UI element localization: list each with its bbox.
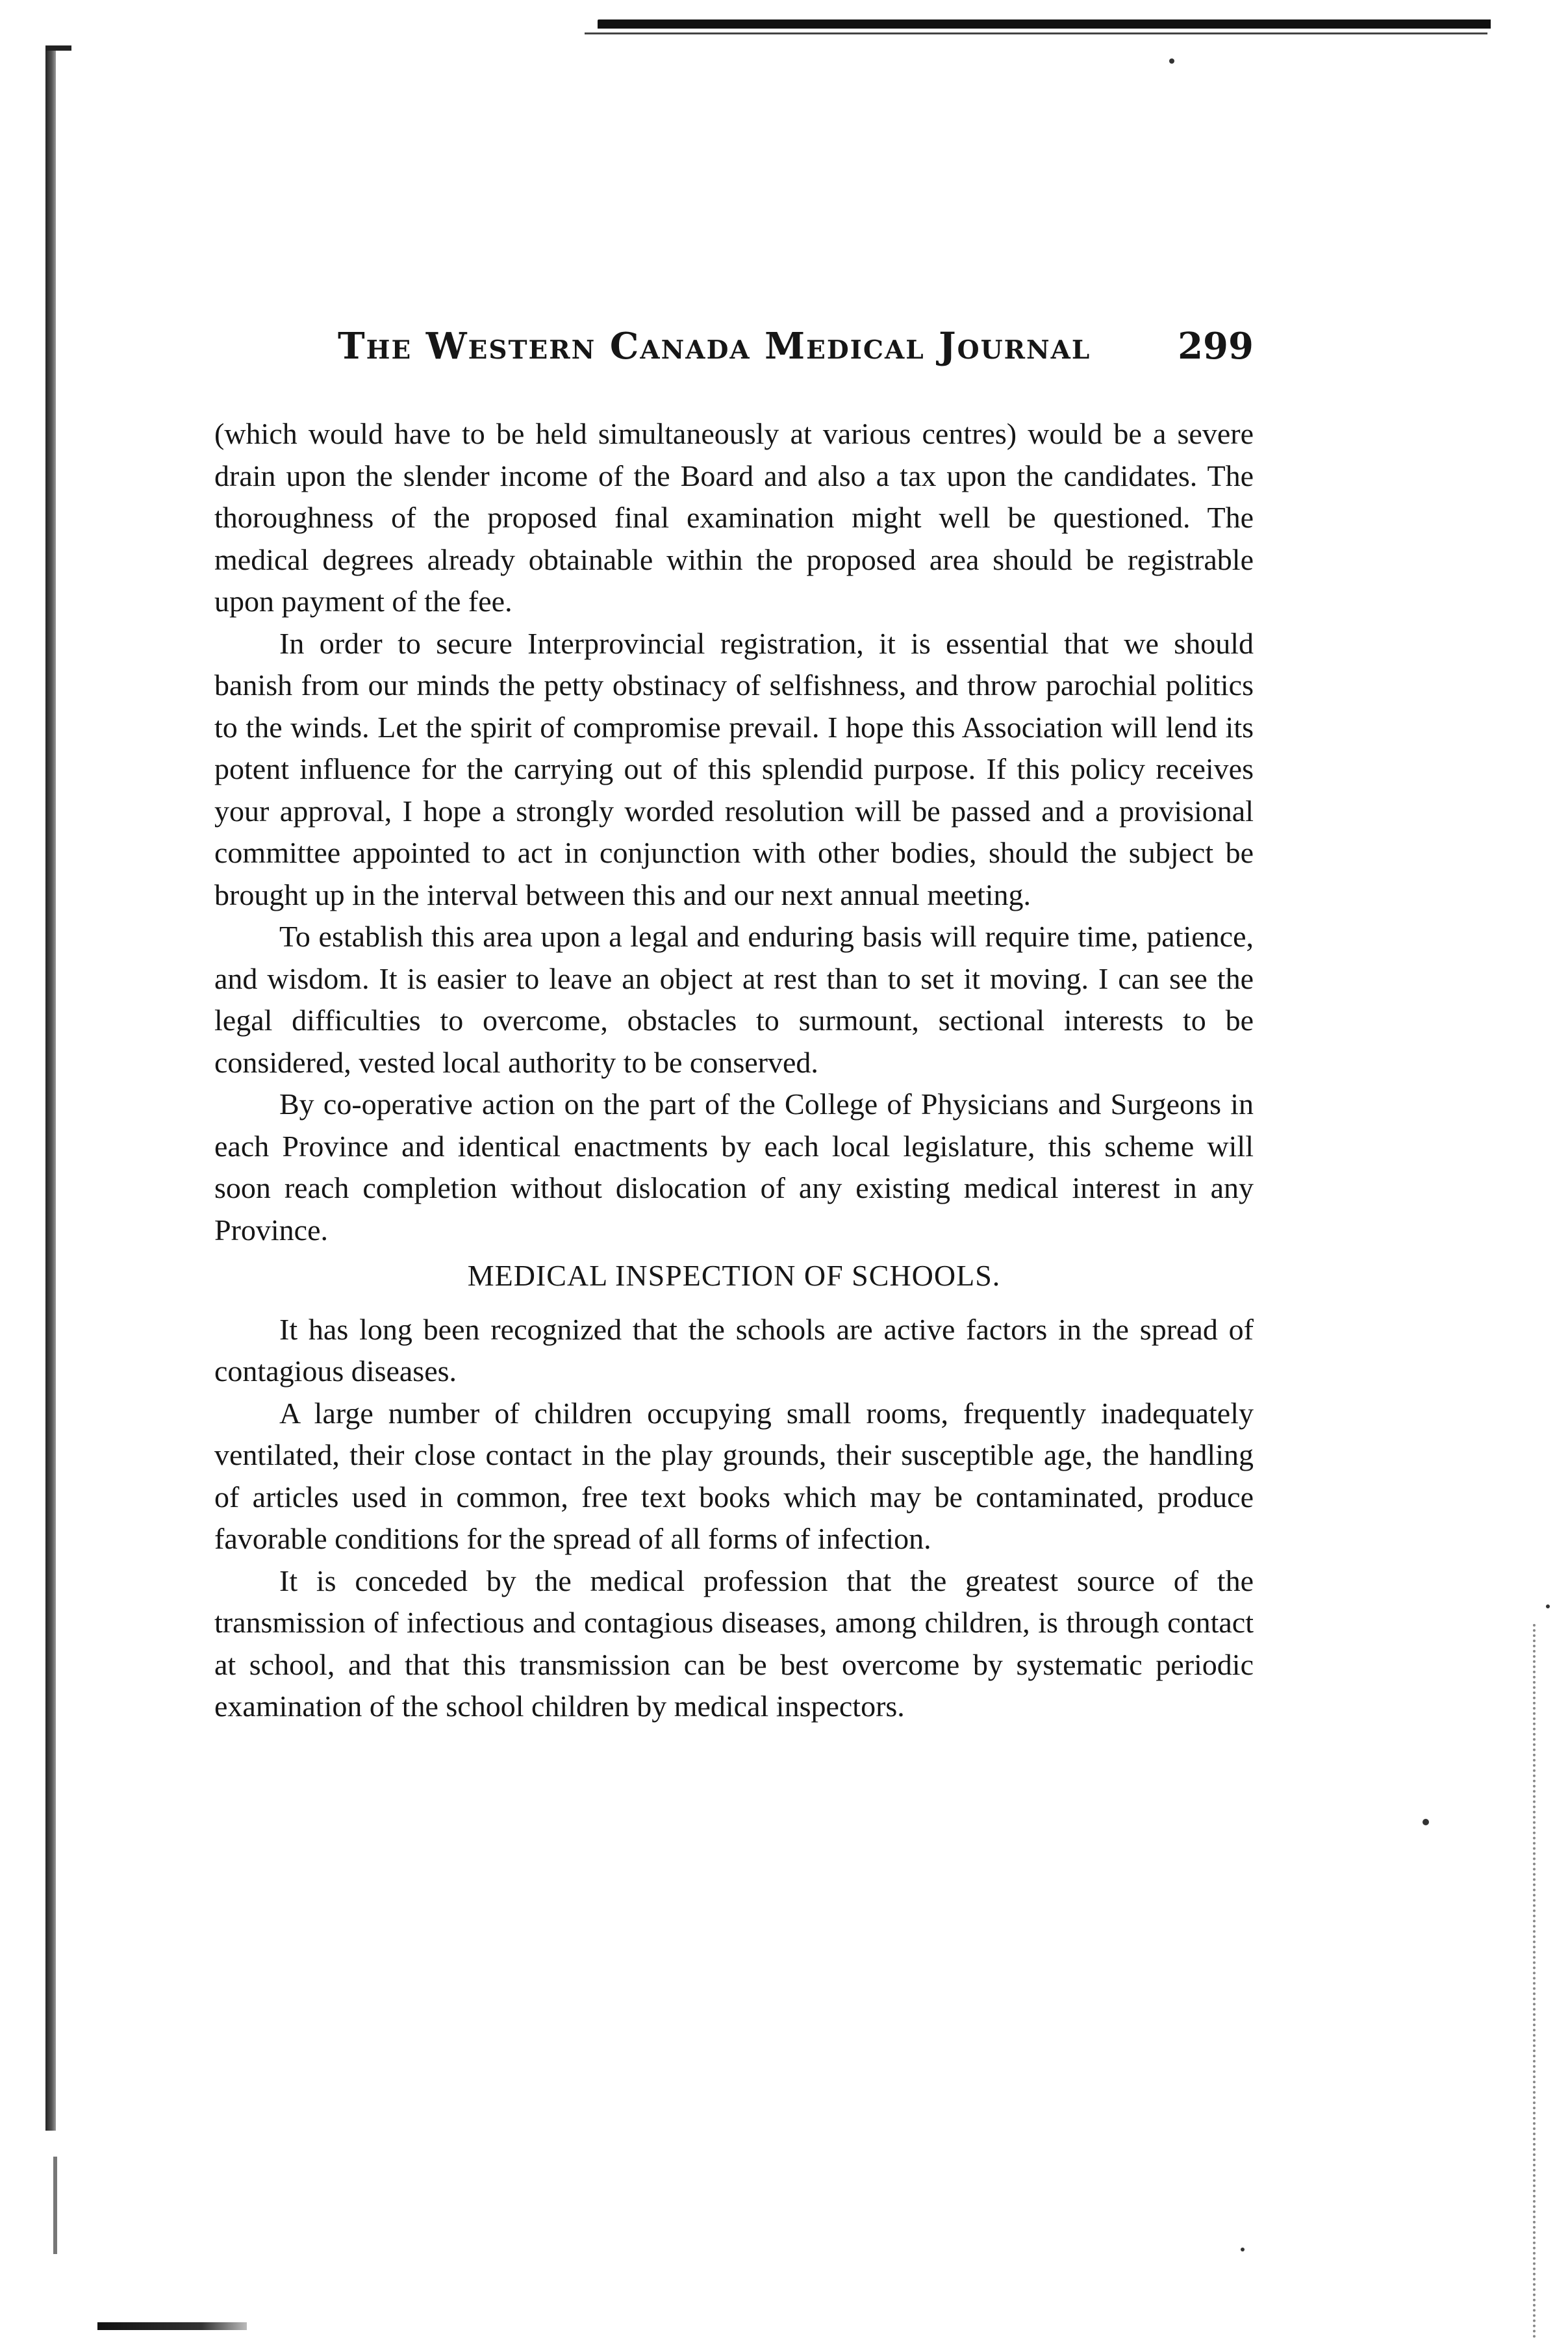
top-rule-shadow bbox=[585, 32, 1487, 34]
paragraph: To establish this area upon a legal and enduring basis will require time, patience, and wisdom. It is easier to leave an object at rest than to set it moving. I can see the legal difficulties to overcome, obstacles to surmount, sectional interests to be considered, vested local authority to be conserved. bbox=[214, 920, 1254, 1079]
binding-edge-tick bbox=[45, 45, 71, 51]
article-body bbox=[214, 413, 1254, 1728]
binding-edge-fragment bbox=[53, 2157, 57, 2254]
bottom-edge-scrap bbox=[97, 2322, 247, 2330]
binding-edge bbox=[45, 45, 56, 2131]
section-heading: MEDICAL INSPECTION OF SCHOOLS. bbox=[467, 1259, 1001, 1292]
paragraph: A large number of children occupying small rooms, frequently inadequately ventilated, their close contact in the play grounds, their susceptible age, the handling of articles used in common, free text books which may be contaminated, produce favorable conditions for the spread of all forms of infection. bbox=[214, 1396, 1254, 1555]
running-head bbox=[338, 325, 1254, 390]
top-rule bbox=[598, 19, 1491, 29]
margin-marks bbox=[1533, 1624, 1542, 2339]
paragraph: In order to secure Interprovincial registration, it is essential that we should banish from our minds the petty obstinacy of selfishness, and throw parochial politics to the winds. Let the spirit of compromise prevail. I hope this Association will lend its potent influence for the carrying out of this splendid purpose. If this policy receives your approval, I hope a strongly worded resolution will be passed and a provisional committee appointed to act in conjunction with other bodies, should the subject be brought up in the interval between this and our next annual meeting. bbox=[214, 626, 1254, 911]
page-number: 299 bbox=[1178, 325, 1254, 368]
paragraph: It is conceded by the medical profession that the greatest source of the transmission of infectious and contagious diseases, among children, is through contact at school, and that this transmission can be best overcome by systematic periodic examination of the school children by medical inspectors. bbox=[214, 1564, 1254, 1723]
margin-speck bbox=[1423, 1819, 1429, 1825]
margin-speck bbox=[1546, 1604, 1550, 1608]
margin-speck bbox=[1169, 58, 1174, 64]
margin-speck bbox=[1241, 2248, 1245, 2251]
paragraph: It has long been recognized that the schools are active factors in the spread of contagious diseases. bbox=[214, 1312, 1254, 1388]
paragraph: By co-operative action on the part of the College of Physicians and Surgeons in each Province and identical enactments by each local legislature, this scheme will soon reach completion without dislocation of any existing medical interest in any Province. bbox=[214, 1087, 1254, 1247]
paragraph: (which would have to be held simultaneously at various centres) would be a severe drain upon the slender income of the Board and also a tax upon the candidates. The thoroughness of the proposed final examination might well be questioned. The medical degrees already obtainable within the proposed area should be registrable upon payment of the fee. bbox=[214, 417, 1254, 618]
journal-title: The Western Canada Medical Journal bbox=[338, 325, 1091, 368]
